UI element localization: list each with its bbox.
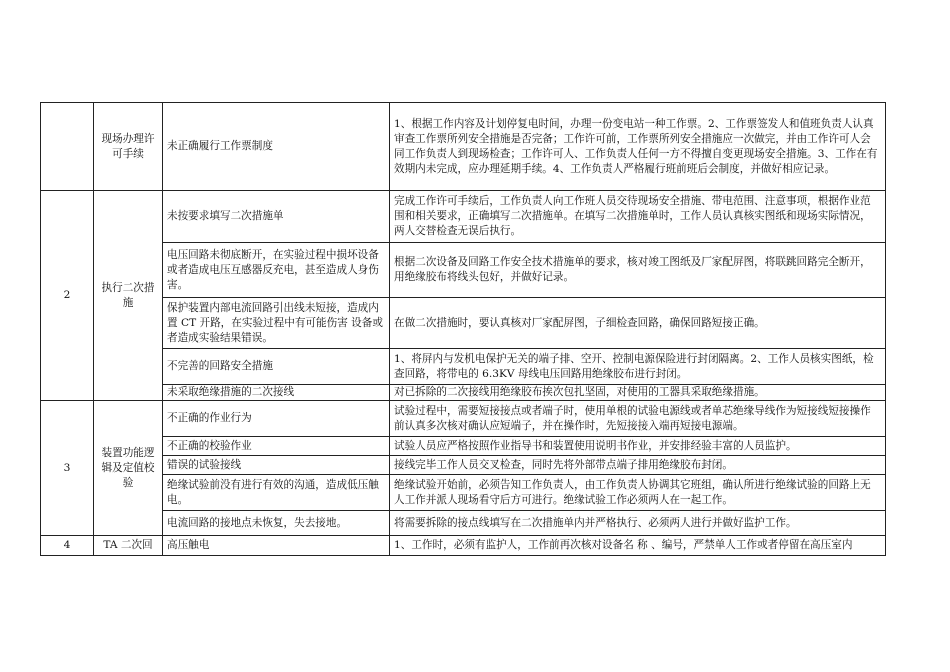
row-number: 3 xyxy=(41,401,94,536)
risk-point: 不正确的作业行为 xyxy=(163,401,390,437)
table-row xyxy=(41,298,886,349)
control-measure: 绝缘试验开始前，必须告知工作负责人，由工作负责人协调其它班组，确认所进行绝缘试验的回路上无人工作并派人现场看守后方可进行。绝缘试验工作必须两人在一起工作。 xyxy=(390,475,886,511)
work-item: 执行二次措施 xyxy=(94,191,163,401)
control-measure: 对已拆除的二次接线用绝缘胶布挨次包扎坚固，对使用的工器具采取绝缘措施。 xyxy=(390,385,886,401)
row-number xyxy=(41,103,94,191)
table-row xyxy=(41,401,886,437)
risk-point: 错误的试验接线 xyxy=(163,456,390,475)
table-row xyxy=(41,536,886,556)
table-row xyxy=(41,243,886,298)
risk-point: 未正确履行工作票制度 xyxy=(163,103,390,191)
risk-point: 绝缘试验前没有进行有效的沟通，造成低压触电。 xyxy=(163,475,390,511)
risk-point: 电压回路未彻底断开，在实验过程中损坏设备或者造成电压互感器反充电，甚至造成人身伤害。 xyxy=(163,243,390,298)
table-row xyxy=(41,349,886,385)
control-measure: 1、工作时，必须有监护人，工作前再次核对设备名 称 、编号，严禁单人工作或者停留在高压室内 xyxy=(390,536,886,556)
table-row xyxy=(41,437,886,456)
row-number: 4 xyxy=(41,536,94,556)
risk-point: 电流回路的接地点未恢复，失去接地。 xyxy=(163,511,390,536)
risk-point: 不正确的校验作业 xyxy=(163,437,390,456)
table-row xyxy=(41,456,886,475)
control-measure: 1、根据工作内容及计划停复电时间，办理一份变电站一种工作票。2、工作票签发人和值班负责人认真审查工作票所列安全措施是否完备；工作许可前，工作票所列安全措施应一次做完，并由工作许可人会同工作负责人到现场检查；工作许可人、工作负责人任何一方不得擅自变更现场安全措施。3、工作在有效期内未完成，应办理延期手续。4、工作负责人严格履行班前班后会制度，并做好相应记录。 xyxy=(390,103,886,191)
control-measure: 试验过程中，需要短接接点或者端子时，使用单根的试验电源线或者单芯绝缘导线作为短接线短接操作前认真多次核对确认应短端子，并在操作时，先短接接入端再短接电源端。 xyxy=(390,401,886,437)
work-item: 现场办理许可手续 xyxy=(94,103,163,191)
table-row xyxy=(41,191,886,243)
risk-point: 未按要求填写二次措施单 xyxy=(163,191,390,243)
control-measure: 根据二次设备及回路工作安全技术措施单的要求，核对竣工图纸及厂家配屏图，将联跳回路完全断开，用绝缘胶布将线头包好，并做好记录。 xyxy=(390,243,886,298)
table-row xyxy=(41,475,886,511)
safety-measures-table xyxy=(40,102,886,556)
control-measure: 接线完毕工作人员交叉检查，同时先将外部带点端子排用绝缘胶布封闭。 xyxy=(390,456,886,475)
risk-point: 保护装置内部电流回路引出线未短接，造成内置 CT 开路，在实验过程中有可能伤害 设备或者造成实验结果错误。 xyxy=(163,298,390,349)
row-number: 2 xyxy=(41,191,94,401)
control-measure: 将需要拆除的接点线填写在二次措施单内并严格执行、必须两人进行并做好监护工作。 xyxy=(390,511,886,536)
control-measure: 在做二次措施时，要认真核对厂家配屏图，子细检查回路，确保回路短接正确。 xyxy=(390,298,886,349)
control-measure: 完成工作许可手续后，工作负责人向工作班人员交待现场安全措施、带电范围、注意事项，根据作业范围和相关要求，正确填写二次措施单。在填写二次措施单时，工作人员认真核实图纸和现场实际情况，两人交替检查无误后执行。 xyxy=(390,191,886,243)
table-row xyxy=(41,511,886,536)
control-measure: 试验人员应严格按照作业指导书和装置使用说明书作业，并安排经验丰富的人员监护。 xyxy=(390,437,886,456)
table-row xyxy=(41,385,886,401)
risk-point: 未采取绝缘措施的二次接线 xyxy=(163,385,390,401)
table-row xyxy=(41,103,886,191)
work-item: TA 二次回 xyxy=(94,536,163,556)
work-item: 装置功能逻辑及定值校验 xyxy=(94,401,163,536)
risk-point: 高压触电 xyxy=(163,536,390,556)
control-measure: 1、将屏内与发机电保护无关的端子排、空开、控制电源保险进行封闭隔离。2、工作人员核实图纸，检查回路，将带电的 6.3KV 母线电压回路用绝缘胶布进行封闭。 xyxy=(390,349,886,385)
risk-point: 不完善的回路安全措施 xyxy=(163,349,390,385)
